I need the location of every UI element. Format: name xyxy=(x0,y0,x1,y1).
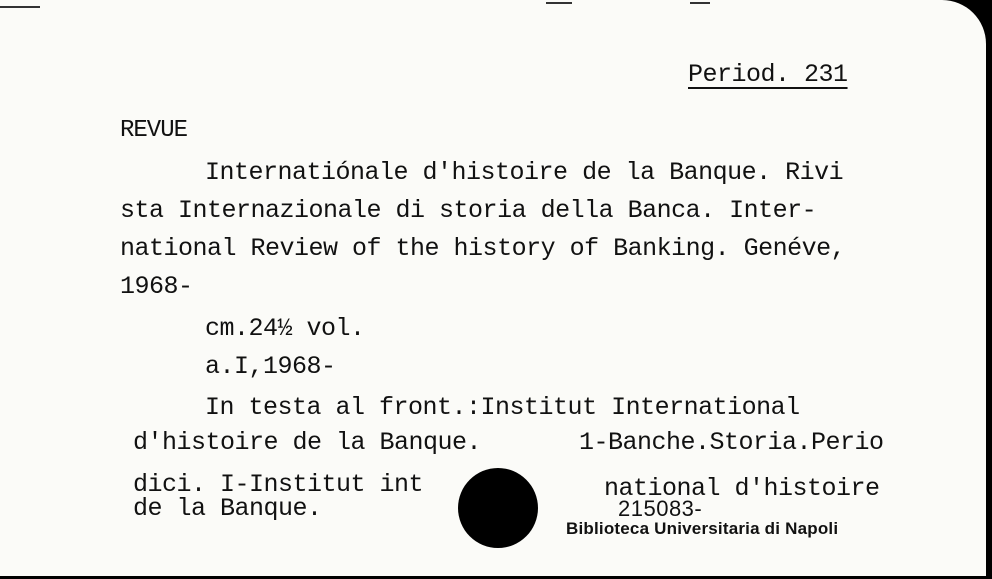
scan-mark xyxy=(546,2,572,4)
subject-heading: 1-Banche.Storia.Perio xyxy=(579,428,884,457)
title-line: sta Internazionale di storia della Banca. Inter- xyxy=(120,196,817,225)
scan-mark xyxy=(690,2,710,4)
added-entry-continuation: national d'histoire xyxy=(604,474,880,503)
title-line: national Review of the history of Banking. Genéve, xyxy=(120,234,846,263)
heading: REVUE xyxy=(120,117,188,144)
scan-mark xyxy=(0,6,40,8)
accession-number: 215083- xyxy=(618,496,703,521)
physical-description: cm.24½ vol. xyxy=(205,314,365,343)
punch-hole xyxy=(458,468,538,548)
note-line: In testa al front.:Institut International xyxy=(205,393,800,422)
note-line: d'histoire de la Banque. xyxy=(133,428,482,457)
title-line: Internatiónale d'histoire de la Banque. Rivi xyxy=(205,158,844,187)
added-entry-line: dici. I-Institut int xyxy=(133,470,424,499)
holdings: a.I,1968- xyxy=(205,352,336,381)
title-line: 1968- xyxy=(120,272,193,301)
library-stamp: Biblioteca Universitaria di Napoli xyxy=(566,519,839,538)
added-entry-line: de la Banque. xyxy=(133,494,322,523)
shelfmark: Period. 231 xyxy=(688,60,848,89)
